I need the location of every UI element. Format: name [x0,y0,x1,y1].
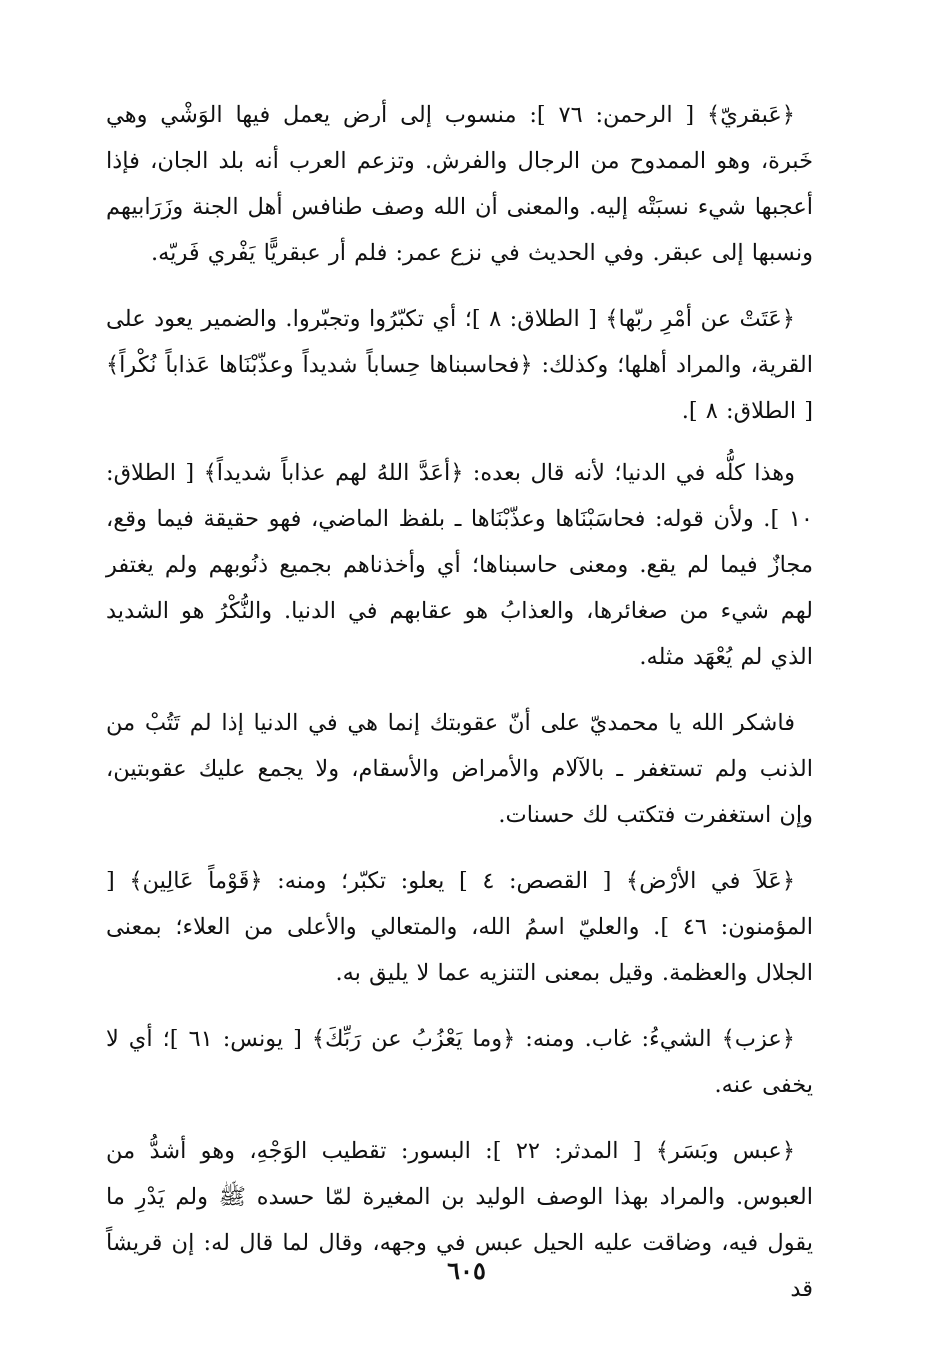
paragraph-abqari: ﴿عَبقريّ﴾ [ الرحمن: ٧٦ ]: منسوب إلى أرض يعمل فيها الوَشْي وهي خَبرة، وهو الممدوح من الرجال والفرش. وتزعم العرب أنه بلد الجان، فإذا أعجبها شيء نسبَتْه إليه. والمعنى أن الله وصف طنافس أهل الجنة وزَرَابيهم ونسبها إلى عبقر. وفي الحديث في نزع عمر: فلم أر عبقريًّا يَفْري فَريّه. [106,102,813,266]
paragraph-atat: ﴿عَتَتْ عن أمْرِ ربّها﴾ [ الطلاق: ٨ ]؛ أي تكبّرُوا وتجبّروا. والضمير يعود على القرية، والمراد أهلها؛ وكذلك: ﴿فحاسبناها حِساباً شديداً وعذّبْنَاها عَذاباً نُكْراً﴾ [ الطلاق: ٨ ]. [106,306,813,424]
paragraph-shukr: فاشكر الله يا محمديّ على أنّ عقوبتك إنما هي في الدنيا إذا لم تَتُبْ من الذنب ولم تستغفر ـ بالآلام والأمراض والأسقام، ولا يجمع عليك عقوبتين، وإن استغفرت فتكتب لك حسنات. [106,710,814,828]
paragraph-abasa: ﴿عبس وبَسَر﴾ [ المدثر: ٢٢ ]: البسور: تقطيب الوَجْهِ، وهو أشدُّ من العبوس. والمراد بهذا الوصف الوليد بن المغيرة لمّا حسده ﷺ ولم يَدْرِ ما يقول فيه، وضاقت عليه الحيل عبس في وجهه، وقال لما قال له: إن قريشاً قد [106,1138,813,1302]
paragraph-dunya: وهذا كلُّه في الدنيا؛ لأنه قال بعده: ﴿أعَدَّ اللهُ لهم عذاباً شديداً﴾ [ الطلاق: ١٠ ]. ولأن قوله: فحاسَبْنَاها وعذّبْنَاها ـ بلفظ الماضي، فهو حقيقة فيما وقع، مجازٌ فيما لم يقع. ومعنى حاسبناها؛ أي وأخذناهم بجميع ذنُوبهم ولم يغتفر لهم شيء من صغائرها، والعذابُ هو عقابهم في الدنيا. والنُّكْرُ هو الشديد الذي لم يُعْهَد مثله. [106,460,813,670]
paragraph-ala: ﴿عَلاَ في الأرْض﴾ [ القصص: ٤ ] يعلو: تكبّر؛ ومنه: ﴿قَوْماً عَالِين﴾ [ المؤمنون: ٤٦ ]. والعليّ اسمُ الله، والمتعالي والأعلى من العلاء؛ بمعنى الجلال والعظمة. وقيل بمعنى التنزيه عما لا يليق به. [106,868,813,986]
page-body [106,92,813,1332]
page-number: ٦٠٥ [447,1256,486,1285]
paragraph-azab: ﴿عزب﴾ الشيءُ: غاب. ومنه: ﴿وما يَعْزُبُ عن رَبِّكَ﴾ [ يونس: ٦١ ]؛ أي لا يخفى عنه. [106,1026,813,1098]
